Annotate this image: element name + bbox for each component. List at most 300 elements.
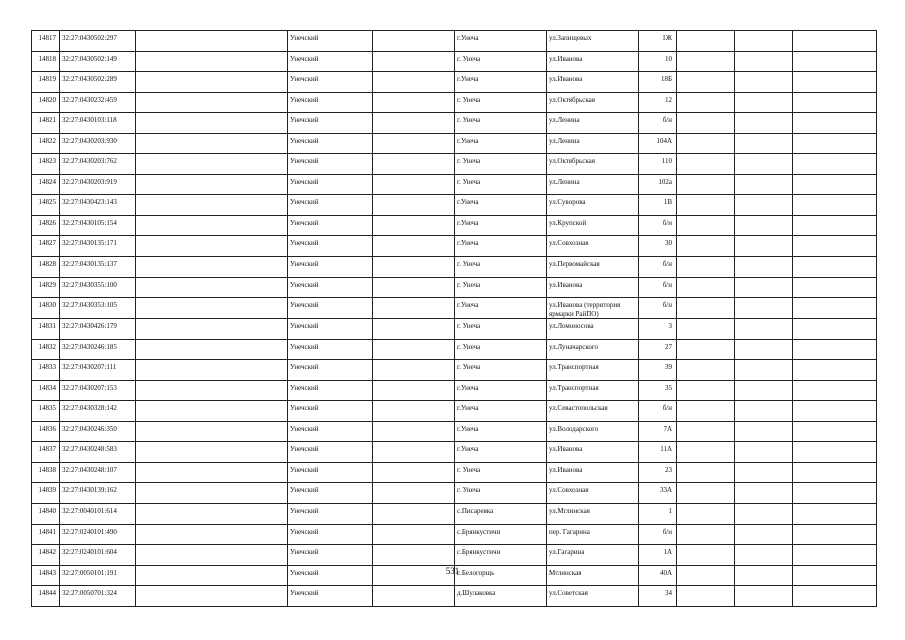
street-cell: ул.Октябрьская: [547, 92, 639, 113]
empty-cell: [373, 154, 455, 175]
table-row: [32, 31, 877, 52]
house-cell: 7А: [639, 421, 677, 442]
empty-cell: [373, 380, 455, 401]
empty-cell: [136, 154, 288, 175]
empty-cell: [136, 483, 288, 504]
district-cell: Унечский: [288, 154, 373, 175]
empty-cell: [373, 298, 455, 319]
locality-cell: г. Унеча: [455, 319, 547, 340]
table-row: [32, 545, 877, 566]
locality-cell: г.Унеча: [455, 133, 547, 154]
house-cell: 104А: [639, 133, 677, 154]
cadastral-number-cell: 32:27:0430426:179: [60, 319, 136, 340]
empty-cell: [677, 545, 735, 566]
empty-cell: [793, 51, 877, 72]
row-number-cell: 14838: [32, 462, 60, 483]
empty-cell: [735, 483, 793, 504]
table-row: [32, 360, 877, 381]
empty-cell: [136, 257, 288, 278]
empty-cell: [793, 133, 877, 154]
row-number-cell: 14842: [32, 545, 60, 566]
empty-cell: [735, 154, 793, 175]
empty-cell: [735, 31, 793, 52]
locality-cell: с.Белогорщь: [455, 565, 547, 586]
street-cell: ул.Ленина: [547, 133, 639, 154]
cadastral-number-cell: 32:27:0430139:162: [60, 483, 136, 504]
table-row: [32, 524, 877, 545]
empty-cell: [136, 545, 288, 566]
empty-cell: [373, 277, 455, 298]
table-row: [32, 483, 877, 504]
district-cell: Унечский: [288, 72, 373, 93]
empty-cell: [793, 72, 877, 93]
locality-cell: г.Унеча: [455, 195, 547, 216]
house-cell: 110: [639, 154, 677, 175]
district-cell: Унечский: [288, 360, 373, 381]
street-cell: Мглинская: [547, 565, 639, 586]
cadastral-number-cell: 32:27:0430353:105: [60, 298, 136, 319]
cadastral-number-cell: 32:27:0430502:149: [60, 51, 136, 72]
table-row: [32, 277, 877, 298]
table-row: [32, 380, 877, 401]
empty-cell: [136, 277, 288, 298]
empty-cell: [793, 483, 877, 504]
empty-cell: [793, 339, 877, 360]
row-number-cell: 14822: [32, 133, 60, 154]
locality-cell: г.Унеча: [455, 236, 547, 257]
row-number-cell: 14823: [32, 154, 60, 175]
row-number-cell: 14844: [32, 586, 60, 607]
street-cell: ул.Крупской: [547, 215, 639, 236]
cadastral-number-cell: 32:27:0430203:930: [60, 133, 136, 154]
empty-cell: [735, 133, 793, 154]
house-cell: 10: [639, 51, 677, 72]
empty-cell: [373, 319, 455, 340]
street-cell: ул.Гагарина: [547, 545, 639, 566]
street-cell: ул.Иванова (территория ярмарки РайПО): [547, 298, 639, 319]
table-row: [32, 401, 877, 422]
house-cell: б/н: [639, 298, 677, 319]
empty-cell: [136, 319, 288, 340]
empty-cell: [136, 51, 288, 72]
empty-cell: [793, 380, 877, 401]
table-row: [32, 298, 877, 319]
district-cell: Унечский: [288, 133, 373, 154]
locality-cell: г. Унеча: [455, 92, 547, 113]
empty-cell: [735, 236, 793, 257]
street-cell: ул.Запищевых: [547, 31, 639, 52]
empty-cell: [735, 545, 793, 566]
district-cell: Унечский: [288, 483, 373, 504]
street-cell: ул.Иванова: [547, 277, 639, 298]
row-number-cell: 14829: [32, 277, 60, 298]
district-cell: Унечский: [288, 462, 373, 483]
empty-cell: [677, 442, 735, 463]
district-cell: Унечский: [288, 215, 373, 236]
street-cell: ул.Луначарского: [547, 339, 639, 360]
empty-cell: [136, 442, 288, 463]
house-cell: 1: [639, 504, 677, 525]
empty-cell: [735, 421, 793, 442]
row-number-cell: 14819: [32, 72, 60, 93]
empty-cell: [735, 442, 793, 463]
empty-cell: [373, 51, 455, 72]
empty-cell: [136, 72, 288, 93]
empty-cell: [677, 31, 735, 52]
empty-cell: [793, 92, 877, 113]
house-cell: 23: [639, 462, 677, 483]
table-row: [32, 113, 877, 134]
empty-cell: [136, 195, 288, 216]
house-cell: б/н: [639, 215, 677, 236]
table-row: [32, 236, 877, 257]
empty-cell: [373, 442, 455, 463]
empty-cell: [793, 298, 877, 319]
house-cell: б/н: [639, 257, 677, 278]
row-number-cell: 14833: [32, 360, 60, 381]
house-cell: 3: [639, 319, 677, 340]
cadastral-number-cell: 32:27:0430502:289: [60, 72, 136, 93]
empty-cell: [373, 483, 455, 504]
locality-cell: г. Унеча: [455, 113, 547, 134]
district-cell: Унечский: [288, 319, 373, 340]
district-cell: Унечский: [288, 31, 373, 52]
locality-cell: г. Унеча: [455, 51, 547, 72]
cadastral-number-cell: 32:27:0430203:762: [60, 154, 136, 175]
cadastral-number-cell: 32:27:0430232:459: [60, 92, 136, 113]
table-row: [32, 51, 877, 72]
street-cell: ул.Володарского: [547, 421, 639, 442]
empty-cell: [793, 586, 877, 607]
empty-cell: [677, 133, 735, 154]
empty-cell: [136, 215, 288, 236]
empty-cell: [793, 442, 877, 463]
empty-cell: [735, 339, 793, 360]
district-cell: Унечский: [288, 380, 373, 401]
empty-cell: [793, 31, 877, 52]
empty-cell: [136, 380, 288, 401]
street-cell: ул.Октябрьская: [547, 154, 639, 175]
locality-cell: г.Унеча: [455, 380, 547, 401]
empty-cell: [373, 257, 455, 278]
table-row: [32, 133, 877, 154]
house-cell: 40А: [639, 565, 677, 586]
empty-cell: [677, 51, 735, 72]
empty-cell: [373, 113, 455, 134]
cadastral-number-cell: 32:27:0430328:142: [60, 401, 136, 422]
table-row: [32, 504, 877, 525]
locality-cell: г. Унеча: [455, 154, 547, 175]
locality-cell: г. Унеча: [455, 462, 547, 483]
locality-cell: г. Унеча: [455, 339, 547, 360]
house-cell: 1Ж: [639, 31, 677, 52]
empty-cell: [136, 92, 288, 113]
street-cell: ул.Иванова: [547, 51, 639, 72]
empty-cell: [373, 195, 455, 216]
locality-cell: г. Унеча: [455, 483, 547, 504]
table-row: [32, 215, 877, 236]
row-number-cell: 14843: [32, 565, 60, 586]
table-row: [32, 92, 877, 113]
table-row: [32, 462, 877, 483]
row-number-cell: 14827: [32, 236, 60, 257]
street-cell: ул.Севастопольская: [547, 401, 639, 422]
empty-cell: [735, 277, 793, 298]
row-number-cell: 14830: [32, 298, 60, 319]
empty-cell: [735, 380, 793, 401]
empty-cell: [793, 236, 877, 257]
locality-cell: с.Брянкустичи: [455, 545, 547, 566]
cadastral-number-cell: 32:27:0050101:191: [60, 565, 136, 586]
locality-cell: г. Унеча: [455, 174, 547, 195]
empty-cell: [793, 462, 877, 483]
empty-cell: [735, 401, 793, 422]
empty-cell: [373, 339, 455, 360]
locality-cell: г.Унеча: [455, 401, 547, 422]
empty-cell: [677, 92, 735, 113]
table-row: [32, 257, 877, 278]
empty-cell: [136, 339, 288, 360]
cadastral-number-cell: 32:27:0240101:604: [60, 545, 136, 566]
empty-cell: [735, 298, 793, 319]
street-cell: ул.Ленина: [547, 113, 639, 134]
cadastral-number-cell: 32:27:0050701:324: [60, 586, 136, 607]
empty-cell: [793, 215, 877, 236]
empty-cell: [373, 504, 455, 525]
district-cell: Унечский: [288, 545, 373, 566]
empty-cell: [735, 524, 793, 545]
empty-cell: [373, 174, 455, 195]
cadastral-table: [31, 30, 877, 607]
empty-cell: [793, 277, 877, 298]
empty-cell: [677, 483, 735, 504]
house-cell: 27: [639, 339, 677, 360]
district-cell: Унечский: [288, 421, 373, 442]
cadastral-number-cell: 32:27:0430246:350: [60, 421, 136, 442]
empty-cell: [677, 524, 735, 545]
house-cell: 34: [639, 586, 677, 607]
district-cell: Унечский: [288, 277, 373, 298]
locality-cell: г. Унеча: [455, 360, 547, 381]
row-number-cell: 14818: [32, 51, 60, 72]
empty-cell: [373, 360, 455, 381]
street-cell: ул.Иванова: [547, 72, 639, 93]
empty-cell: [793, 195, 877, 216]
district-cell: Унечский: [288, 174, 373, 195]
street-cell: ул.Мглинская: [547, 504, 639, 525]
empty-cell: [373, 421, 455, 442]
district-cell: Унечский: [288, 113, 373, 134]
locality-cell: г.Унеча: [455, 421, 547, 442]
cadastral-number-cell: 32:27:0430135:137: [60, 257, 136, 278]
street-cell: ул.Суворова: [547, 195, 639, 216]
locality-cell: г.Унеча: [455, 298, 547, 319]
empty-cell: [677, 380, 735, 401]
empty-cell: [793, 319, 877, 340]
empty-cell: [677, 504, 735, 525]
row-number-cell: 14824: [32, 174, 60, 195]
district-cell: Унечский: [288, 195, 373, 216]
empty-cell: [677, 195, 735, 216]
table-row: [32, 339, 877, 360]
house-cell: б/н: [639, 401, 677, 422]
empty-cell: [677, 236, 735, 257]
locality-cell: с.Брянкустичи: [455, 524, 547, 545]
empty-cell: [136, 174, 288, 195]
district-cell: Унечский: [288, 504, 373, 525]
empty-cell: [677, 319, 735, 340]
locality-cell: г. Унеча: [455, 257, 547, 278]
district-cell: Унечский: [288, 51, 373, 72]
street-cell: ул.Иванова: [547, 442, 639, 463]
row-number-cell: 14837: [32, 442, 60, 463]
cadastral-number-cell: 32:27:0430355:100: [60, 277, 136, 298]
page-number: 531: [445, 566, 460, 576]
district-cell: Унечский: [288, 339, 373, 360]
locality-cell: г.Унеча: [455, 215, 547, 236]
cadastral-number-cell: 32:27:0240101:490: [60, 524, 136, 545]
empty-cell: [793, 401, 877, 422]
empty-cell: [373, 586, 455, 607]
district-cell: Унечский: [288, 524, 373, 545]
empty-cell: [793, 174, 877, 195]
empty-cell: [136, 401, 288, 422]
street-cell: ул.Транспортная: [547, 360, 639, 381]
empty-cell: [793, 545, 877, 566]
row-number-cell: 14825: [32, 195, 60, 216]
table-row: [32, 195, 877, 216]
row-number-cell: 14836: [32, 421, 60, 442]
empty-cell: [793, 113, 877, 134]
house-cell: 102а: [639, 174, 677, 195]
house-cell: б/н: [639, 524, 677, 545]
empty-cell: [677, 586, 735, 607]
district-cell: Унечский: [288, 298, 373, 319]
empty-cell: [735, 586, 793, 607]
locality-cell: д.Шулаковка: [455, 586, 547, 607]
house-cell: 12: [639, 92, 677, 113]
table-row: [32, 421, 877, 442]
row-number-cell: 14817: [32, 31, 60, 52]
empty-cell: [677, 298, 735, 319]
district-cell: Унечский: [288, 92, 373, 113]
empty-cell: [373, 401, 455, 422]
empty-cell: [793, 257, 877, 278]
cadastral-number-cell: 32:27:0430246:185: [60, 339, 136, 360]
cadastral-number-cell: 32:27:0430105:154: [60, 215, 136, 236]
house-cell: б/н: [639, 113, 677, 134]
row-number-cell: 14826: [32, 215, 60, 236]
empty-cell: [793, 154, 877, 175]
cadastral-number-cell: 32:27:0430423:143: [60, 195, 136, 216]
cadastral-number-cell: 32:27:0430135:171: [60, 236, 136, 257]
cadastral-number-cell: 32:27:0040101:614: [60, 504, 136, 525]
empty-cell: [677, 462, 735, 483]
empty-cell: [373, 72, 455, 93]
district-cell: Унечский: [288, 401, 373, 422]
empty-cell: [735, 257, 793, 278]
row-number-cell: 14820: [32, 92, 60, 113]
empty-cell: [136, 421, 288, 442]
empty-cell: [136, 113, 288, 134]
empty-cell: [677, 174, 735, 195]
empty-cell: [373, 92, 455, 113]
district-cell: Унечский: [288, 586, 373, 607]
empty-cell: [793, 504, 877, 525]
empty-cell: [373, 236, 455, 257]
empty-cell: [735, 113, 793, 134]
table-row: [32, 319, 877, 340]
empty-cell: [793, 524, 877, 545]
street-cell: ул.Ленина: [547, 174, 639, 195]
table-row: [32, 154, 877, 175]
empty-cell: [373, 215, 455, 236]
locality-cell: г. Унеча: [455, 277, 547, 298]
street-cell: ул.Первомайская: [547, 257, 639, 278]
empty-cell: [735, 360, 793, 381]
empty-cell: [677, 215, 735, 236]
empty-cell: [677, 401, 735, 422]
empty-cell: [373, 133, 455, 154]
street-cell: ул.Совхозная: [547, 236, 639, 257]
row-number-cell: 14840: [32, 504, 60, 525]
street-cell: ул.Ломоносова: [547, 319, 639, 340]
locality-cell: г.Унеча: [455, 31, 547, 52]
table-row: [32, 442, 877, 463]
row-number-cell: 14841: [32, 524, 60, 545]
empty-cell: [136, 31, 288, 52]
empty-cell: [677, 154, 735, 175]
row-number-cell: 14835: [32, 401, 60, 422]
cadastral-number-cell: 32:27:0430248:583: [60, 442, 136, 463]
cadastral-number-cell: 32:27:0430207:111: [60, 360, 136, 381]
empty-cell: [136, 462, 288, 483]
empty-cell: [735, 215, 793, 236]
empty-cell: [373, 545, 455, 566]
empty-cell: [677, 257, 735, 278]
empty-cell: [373, 31, 455, 52]
house-cell: 35: [639, 380, 677, 401]
house-cell: б/н: [639, 277, 677, 298]
empty-cell: [735, 319, 793, 340]
empty-cell: [735, 504, 793, 525]
row-number-cell: 14821: [32, 113, 60, 134]
district-cell: Унечский: [288, 442, 373, 463]
house-cell: 18Б: [639, 72, 677, 93]
cadastral-number-cell: 32:27:0430203:919: [60, 174, 136, 195]
empty-cell: [373, 524, 455, 545]
empty-cell: [793, 421, 877, 442]
empty-cell: [735, 51, 793, 72]
house-cell: 1А: [639, 545, 677, 566]
locality-cell: г.Унеча: [455, 442, 547, 463]
empty-cell: [136, 236, 288, 257]
cadastral-number-cell: 32:27:0430207:153: [60, 380, 136, 401]
table-row: [32, 586, 877, 607]
empty-cell: [677, 277, 735, 298]
empty-cell: [735, 462, 793, 483]
empty-cell: [136, 586, 288, 607]
row-number-cell: 14828: [32, 257, 60, 278]
district-cell: Унечский: [288, 257, 373, 278]
row-number-cell: 14834: [32, 380, 60, 401]
row-number-cell: 14839: [32, 483, 60, 504]
locality-cell: с.Писаревка: [455, 504, 547, 525]
empty-cell: [735, 72, 793, 93]
cadastral-number-cell: 32:27:0430502:297: [60, 31, 136, 52]
table-row: [32, 72, 877, 93]
cadastral-number-cell: 32:27:0430248:107: [60, 462, 136, 483]
